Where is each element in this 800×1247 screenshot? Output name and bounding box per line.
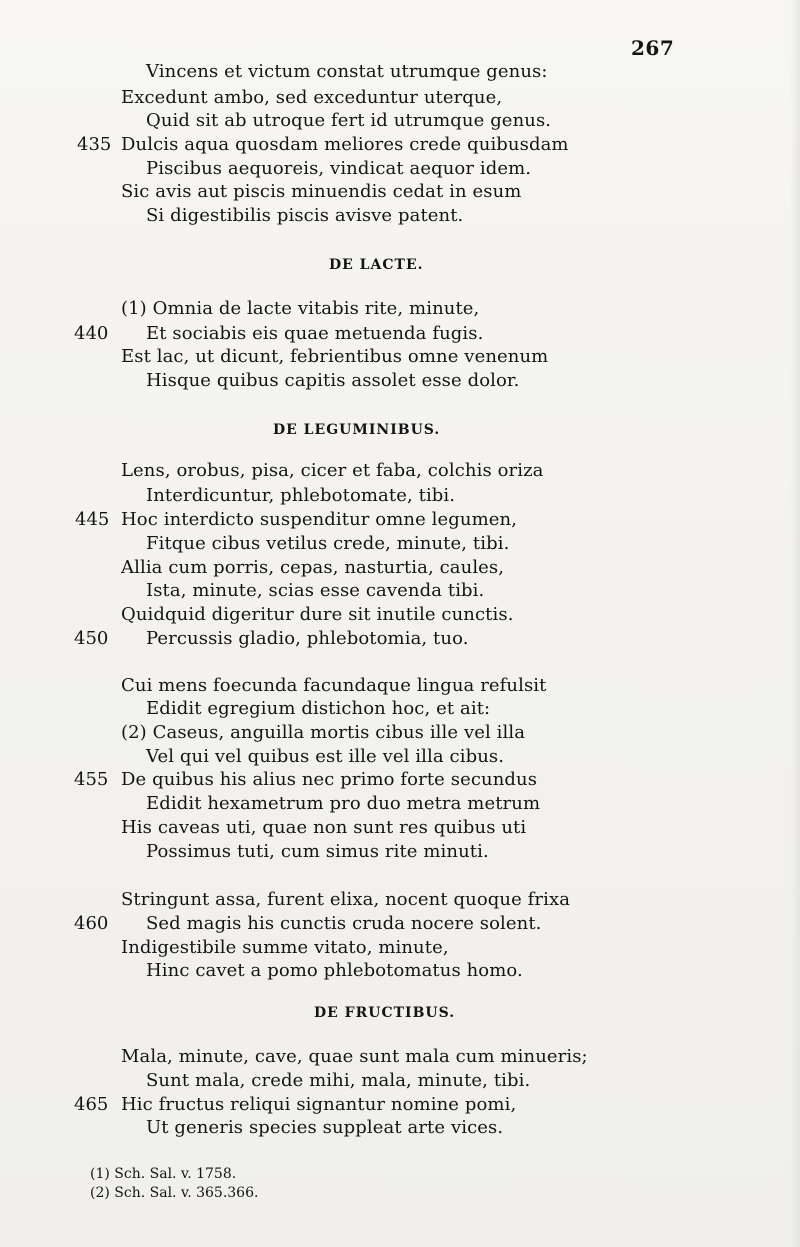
footnote: (1) Sch. Sal. v. 1758.	[90, 1166, 237, 1182]
verse-line: Cui mens foecunda facundaque lingua refulsit	[121, 675, 547, 696]
verse-line: De quibus his alius nec primo forte secundus	[121, 769, 538, 790]
verse-line: Possimus tuti, cum simus rite minuti.	[146, 841, 489, 862]
verse-line: Ista, minute, scias esse cavenda tibi.	[146, 580, 485, 601]
verse-line: Sic avis aut piscis minuendis cedat in esum	[121, 181, 522, 202]
verse-line: His caveas uti, quae non sunt res quibus uti	[121, 817, 527, 838]
verse-line: Edidit egregium distichon hoc, et ait:	[146, 698, 491, 719]
verse-line: Hinc cavet a pomo phlebotomatus homo.	[146, 960, 523, 981]
verse-line: (1) Omnia de lacte vitabis rite, minute,	[121, 298, 480, 319]
verse-line: Mala, minute, cave, quae sunt mala cum minueris;	[121, 1046, 588, 1067]
verse-line: Fitque cibus vetilus crede, minute, tibi.	[146, 533, 510, 554]
line-number: 445	[75, 509, 110, 530]
verse-line: Ut generis species suppleat arte vices.	[146, 1117, 504, 1138]
verse-line: Allia cum porris, cepas, nasturtia, caules,	[121, 557, 505, 578]
verse-line: Lens, orobus, pisa, cicer et faba, colchis oriza	[121, 460, 544, 481]
line-number: 460	[74, 913, 109, 934]
line-number: 440	[74, 323, 109, 344]
section-heading: DE LACTE.	[329, 257, 424, 273]
verse-line: Sunt mala, crede mihi, mala, minute, tibi.	[146, 1070, 531, 1091]
verse-line: (2) Caseus, anguilla mortis cibus ille vel illa	[121, 722, 526, 743]
verse-line: Vel qui vel quibus est ille vel illa cibus.	[146, 746, 505, 767]
footnote: (2) Sch. Sal. v. 365.366.	[90, 1185, 259, 1201]
page-edge	[790, 0, 800, 1247]
verse-line: Vincens et victum constat utrumque genus:	[146, 61, 548, 82]
verse-line: Si digestibilis piscis avisve patent.	[146, 205, 464, 226]
verse-line: Hisque quibus capitis assolet esse dolor.	[146, 370, 520, 391]
verse-line: Hic fructus reliqui signantur nomine pomi,	[121, 1094, 517, 1115]
verse-line: Indigestibile summe vitato, minute,	[121, 937, 449, 958]
line-number: 455	[74, 769, 109, 790]
line-number: 450	[74, 628, 109, 649]
verse-line: Piscibus aequoreis, vindicat aequor idem.	[146, 158, 532, 179]
line-number: 465	[74, 1094, 109, 1115]
verse-line: Stringunt assa, furent elixa, nocent quoque frixa	[121, 889, 571, 910]
verse-line: Percussis gladio, phlebotomia, tuo.	[146, 628, 469, 649]
section-heading: DE FRUCTIBUS.	[314, 1005, 456, 1021]
verse-line: Est lac, ut dicunt, febrientibus omne venenum	[121, 346, 549, 367]
verse-line: Sed magis his cunctis cruda nocere solent.	[146, 913, 542, 934]
verse-line: Quidquid digeritur dure sit inutile cunctis.	[121, 604, 514, 625]
page-number: 267	[631, 36, 675, 60]
section-heading: DE LEGUMINIBUS.	[273, 422, 441, 438]
verse-line: Excedunt ambo, sed exceduntur uterque,	[121, 87, 503, 108]
verse-line: Quid sit ab utroque fert id utrumque genus.	[146, 110, 552, 131]
verse-line: Et sociabis eis quae metuenda fugis.	[146, 323, 484, 344]
verse-line: Dulcis aqua quosdam meliores crede quibusdam	[121, 134, 569, 155]
verse-line: Edidit hexametrum pro duo metra metrum	[146, 793, 541, 814]
verse-line: Interdicuntur, phlebotomate, tibi.	[146, 485, 456, 506]
line-number: 435	[77, 134, 112, 155]
verse-line: Hoc interdicto suspenditur omne legumen,	[121, 509, 518, 530]
